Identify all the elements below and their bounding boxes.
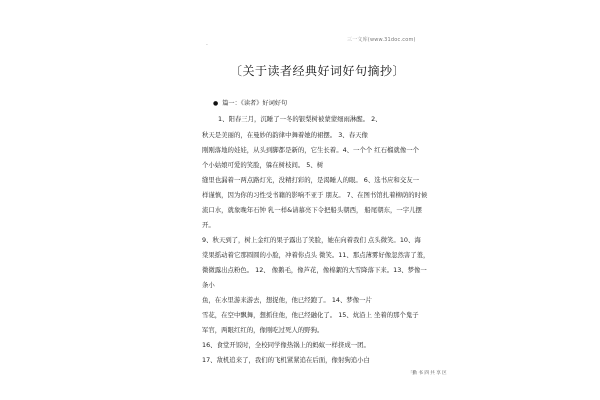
text-line: 棠果摇动着它那圆圆的小脸，冲着你点头 微笑。11、那点薄雾好像忽然害了羞， bbox=[202, 251, 430, 259]
text-line: 17、敌机追来了，我们的飞机紧紧追在后面，像射狗追小白 bbox=[202, 356, 370, 364]
text-line: 16、食堂开饭时，全校同学像热锅上的蚂蚁一样挤成一团。 bbox=[202, 341, 370, 349]
text-line: 样谨慎，因为你的习性受书籍的影响不亚于 朋友。 7、在图书馆扎着柳荫的时候 bbox=[202, 191, 428, 199]
text-line: 军官，两眼红红的，像刚吃过死人的野狗。 bbox=[202, 326, 324, 334]
text-line: 9、秋天到了，树上金红的果子露出了笑脸，她在向着我们 点头微笑。10、海 bbox=[202, 236, 421, 244]
text-line: 缝里也漏着一两点路灯光，没精打彩的，是渴睡人的眼。 6、选书应和交友一 bbox=[202, 176, 419, 184]
bullet-icon: ● bbox=[213, 100, 219, 107]
text-line: 个小姑娘可爱的笑脸，躲在树枝间。 5、树 bbox=[202, 161, 324, 169]
text-line: 刚刚落地的娃娃，从头到脚都是新的，它生长着。4、一个个 红石榴就像一个 bbox=[202, 146, 419, 154]
text-line: 雪花，在空中飘舞，想抓住他，他已经融化了。 15、炕沿上 坐着的那个鬼子 bbox=[202, 311, 419, 319]
text-line: 条小 bbox=[202, 281, 215, 289]
text-line: 1、阳春三月，沉睡了一冬的银梨树被蒙蒙细雨淋醒。 2、 bbox=[218, 115, 382, 123]
section-heading-text: 篇一：《读者》好词好句 bbox=[222, 100, 288, 107]
header-dot: · bbox=[206, 42, 208, 49]
text-line: 秋天是美丽的，在曼妙的韵律中舞着她的裙摆。 3、春天像 bbox=[202, 131, 368, 139]
text-line: 微微露出点粉色。 12、 像鹅毛，像芦花，像棉絮的大雪降落下来。13、梦像一 bbox=[202, 266, 427, 274]
text-line: 开。 bbox=[202, 221, 215, 229]
section-heading bbox=[213, 98, 287, 107]
text-line: 鱼，在水里游来游去，想捉他，他已经跑了。 14、梦像一片 bbox=[202, 296, 372, 304]
header-source: 三一文库(www.31doc.com) bbox=[347, 37, 416, 43]
page-title: 〔关于读者经典好词好句摘抄〕 bbox=[230, 64, 406, 78]
footer-mark: 「勤 书 四 共 享 区 bbox=[408, 371, 447, 376]
text-line: 流口水，就象晚年石钟 乳一样&请慕亮下令把船头朝西， 船尾朝东，一字儿摆 bbox=[202, 206, 422, 214]
